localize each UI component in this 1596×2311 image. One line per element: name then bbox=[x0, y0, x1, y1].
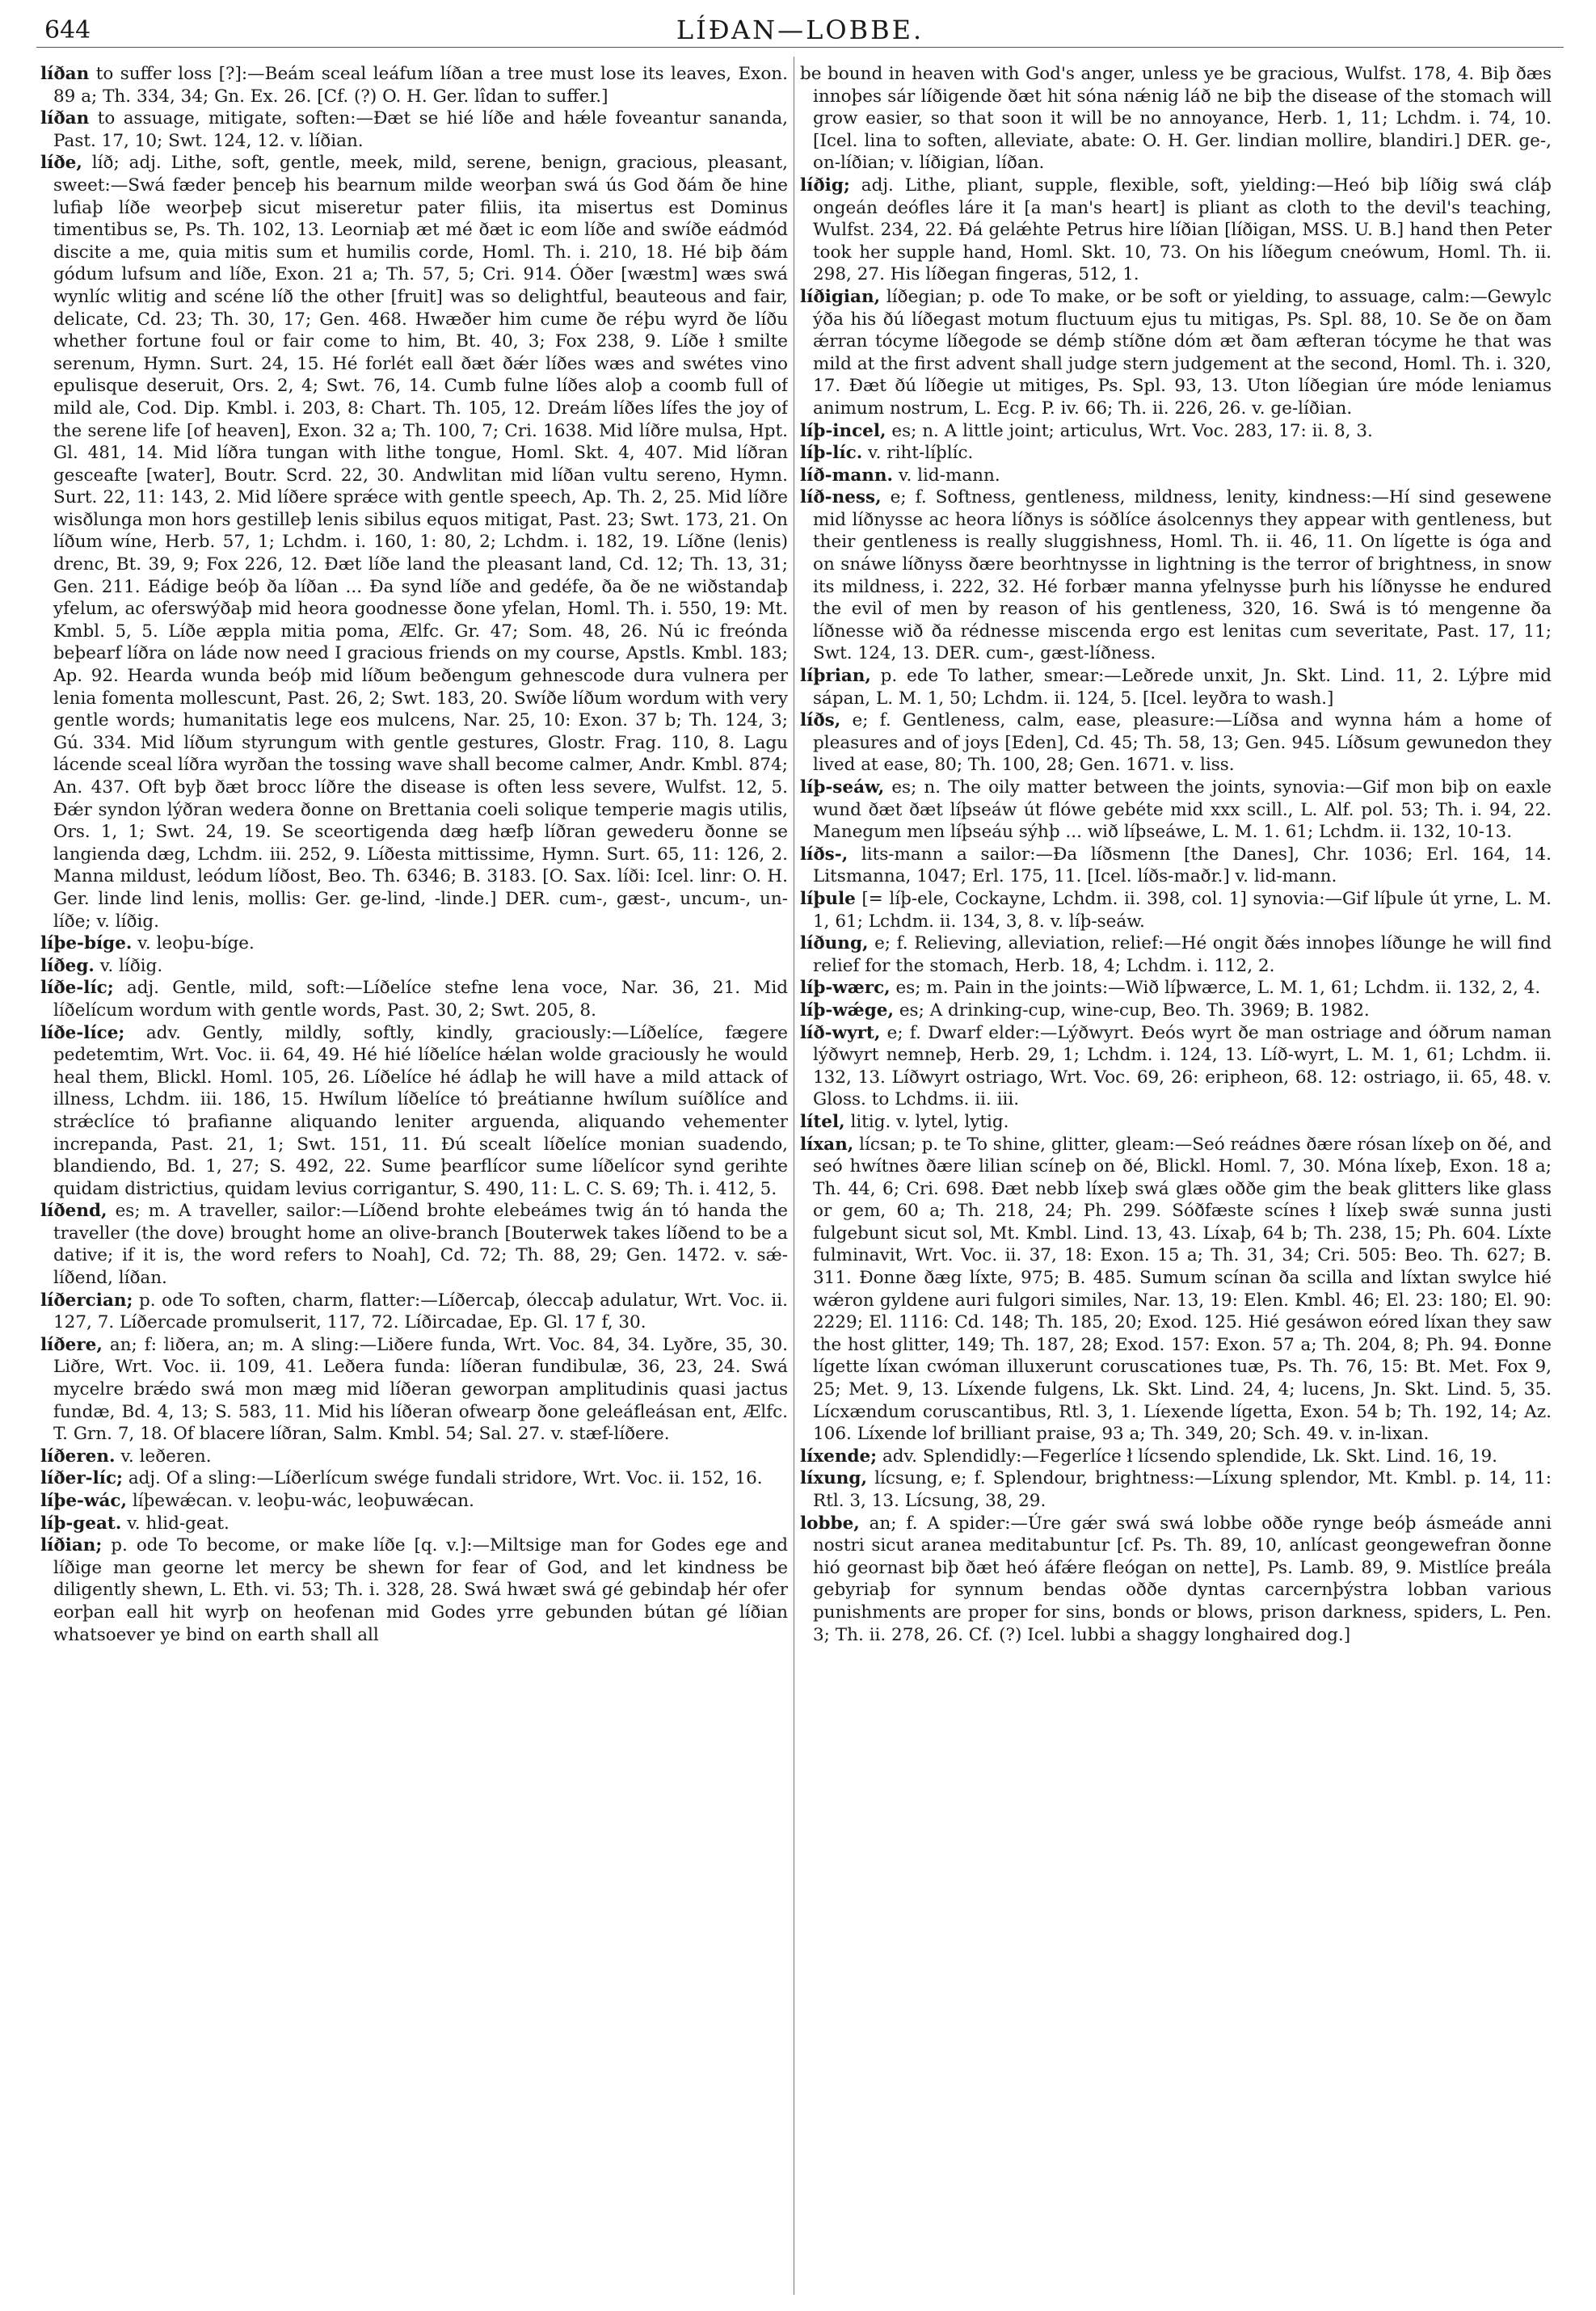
entry-definition: p. ede To lather, smear:—Leðrede unxit, Jn. Skt. Lind. 11, 2. Lýþre mid sápan, L. M. 1, 50; Lchdm. ii. 124, 5. [Icel. leyðra to wash.] bbox=[813, 666, 1552, 709]
entry-definition: adj. Of a sling:—Líðerlícum swége fundali stridore, Wrt. Voc. ii. 152, 16. bbox=[128, 1468, 763, 1489]
dictionary-entry bbox=[800, 465, 1552, 487]
entry-headword: líðe-líce; bbox=[40, 1022, 125, 1043]
entry-headword: líðig; bbox=[800, 175, 850, 196]
entry-definition: líð; adj. Lithe, soft, gentle, meek, mild, serene, benign, gracious, pleasant, sweet:—Swá fæder þenceþ his bearnum milde weorþan swá ús God ðám ðe hine lufiaþ líðe weorþeþ sicut miseretur pater filiis, ita misertus est Dominus timentibus se, Ps. Th. 102, 13. Leorniaþ æt mé ðæt ic eom líðe and swíðe eádmód discite a me, quia mitis sum et humilis corde, Homl. Th. i. 210, 18. Hé biþ ðám gódum lufsum and líðe, Exon. 21 a; Th. 57, 5; Cri. 914. Óðer [wæstm] wæs swá wynlíc wlitig and scéne líð the other [fruit] was so delightful, beauteous and fair, delicate, Cd. 23; Th. 30, 17; Gen. 468. Hwæðer him cume ðe réþu wyrd ðe líðu whether fortune foul or fair come to him, Bt. 40, 3; Fox 238, 9. Líðe ł smilte serenum, Hymn. Surt. 24, 15. Hé forlét eall ðæt ðǽr líðes wæs and swétes vino epulisque deseruit, Ors. 2, 4; Swt. 76, 14. Cumb fulne líðes aloþ a coomb full of mild ale, Cod. Dip. Kmbl. i. 203, 8: Chart. Th. 105, 12. Dreám líðes lífes the joy of the serene life [of heaven], Exon. 32 a; Th. 100, 7; Cri. 1638. Mid líðre mulsa, Hpt. Gl. 481, 14. Mid líðra tungan with lithe tongue, Homl. Skt. 4, 407. Mid líðran gesceafte [water], Boutr. Scrd. 22, 30. Andwlitan mid líðan vultu sereno, Hymn. Surt. 22, 11: 143, 2. Mid líðere sprǽce with gentle speech, Ap. Th. 2, 25. Mid líðre wisðlunga mon hors gestilleþ lenis sibilus equos mitigat, Past. 23; Swt. 173, 21. On líðum wíne, Herb. 57, 1; Lchdm. i. 160, 1: 80, 2; Lchdm. i. 182, 19. Líðne (lenis) drenc, Bt. 39, 9; Fox 226, 12. Ðæt líðe land the pleasant land, Cd. 12; Th. 13, 31; Gen. 211. Eádige beóþ ða líðan ... Ða synd líðe and gedéfe, ða ðe ne wiðstandaþ yfelum, ac oferswýðaþ mid heora goodnesse ðone yfelan, Homl. Th. i. 550, 19: Mt. Kmbl. 5, 5. Líðe æppla mitia poma, Ælfc. Gr. 47; Som. 48, 26. Nú ic freónda beþearf líðra on láde now need I gracious friends on my course, Apstls. Kmbl. 183; Ap. 92. Hearda wunda beóþ mid líðum beðengum gehnescode dura vulnera per lenia fomenta mollescunt, Past. 26, 2; Swt. 183, 20. Swíðe líðum wordum with very gentle words; humanitatis lege eos mulcens, Nar. 25, 10: Exon. 37 b; Th. 124, 3; Gú. 334. Mid líðum styrungum with gentle gestures, Glostr. Frag. 110, 8. Lagu lácende sceal líðra wyrðan the tossing wave shall become calmer, Andr. Kmbl. 874; An. 437. Oft byþ ðæt brocc líðre the disease is often less severe, Wulfst. 12, 5. Ðǽr syndon lýðran wedera ðonne on Brettania coeli solique temperie magis utilis, Ors. 1, 1; Swt. 24, 19. Se sceortigenda dæg hæfþ líðran gewederu ðonne se langienda dæg, Lchdm. iii. 252, 9. Líðesta mittissime, Hymn. Surt. 65, 11: 126, 2. Manna mildust, leódum líðost, Beo. Th. 6346; B. 3183. [O. Sax. líði: Icel. linr: O. H. Ger. linde lind lenis, mollis: Ger. ge-lind, -linde.] DER. cum-, gæst-, uncum-, un- líðe; v. líðig. bbox=[53, 153, 788, 932]
entry-definition: v. leoþu-bíge. bbox=[137, 933, 255, 954]
entry-headword: líþrian, bbox=[800, 666, 871, 687]
entry-definition: v. líðig. bbox=[99, 955, 163, 976]
entry-definition: to assuage, mitigate, soften:—Ðæt se hié líðe and hǽle foveantur sananda, Past. 17, 10; Swt. 124, 12. v. líðian. bbox=[53, 108, 788, 151]
entry-definition: adj. Gentle, mild, soft:—Líðelíce stefne lena voce, Nar. 36, 21. Mid líðelícum wordum with gentle words, Past. 30, 2; Swt. 205, 8. bbox=[53, 978, 788, 1021]
entry-headword: líðe-líc; bbox=[40, 978, 114, 999]
dictionary-entry bbox=[40, 63, 788, 107]
dictionary-entry bbox=[800, 486, 1552, 665]
entry-definition: v. lid-mann. bbox=[898, 465, 1000, 486]
dictionary-entry bbox=[40, 1534, 788, 1646]
entry-definition: lícsung, e; f. Splendour, brightness:—Líxung splendor, Mt. Kmbl. p. 14, 11: Rtl. 3, 13. Lícsung, 38, 29. bbox=[813, 1468, 1552, 1511]
entry-definition: be bound in heaven with God's anger, unless ye be gracious, Wulfst. 178, 4. Biþ ðæs innoþes sár líðigende ðæt hit sóna nǽnig láð ne biþ the disease of the stomach will grow easier, so that soon it will be no annoyance, Herb. 1, 11; Lchdm. i. 74, 10. [Icel. lina to soften, alleviate, abate: O. H. Ger. lindian mollire, blandiri.] DER. ge-, on-líðian; v. líðigian, líðan. bbox=[800, 64, 1552, 174]
entry-headword: líðer-líc; bbox=[40, 1468, 123, 1489]
dictionary-entry bbox=[40, 1446, 788, 1468]
entry-headword: líðs-, bbox=[800, 844, 849, 865]
entry-definition: líþewǽcan. v. leoþu-wác, leoþuwǽcan. bbox=[132, 1491, 474, 1511]
entry-headword: líþ-líc. bbox=[800, 443, 863, 464]
dictionary-entry bbox=[800, 1513, 1552, 1647]
dictionary-entry bbox=[800, 709, 1552, 777]
dictionary-entry bbox=[800, 175, 1552, 286]
entry-definition: es; n. The oily matter between the joints, synovia:—Gif mon biþ on eaxle wund ðæt ðæt líþseáw út flówe gebéte mid xxx scill., L. Alf. pol. 53; Th. i. 94, 22. Manegum men líþseáu sýhþ ... wið líþseáwe, L. M. 1. 61; Lchdm. ii. 132, 10-13. bbox=[813, 777, 1552, 843]
entry-headword: líþ-wǽge, bbox=[800, 1000, 894, 1021]
left-column bbox=[40, 63, 788, 2293]
entry-definition: v. riht-líþlíc. bbox=[868, 443, 974, 464]
dictionary-entry bbox=[800, 1111, 1552, 1134]
entry-headword: líðercian; bbox=[40, 1290, 133, 1311]
entry-definition: v. leðeren. bbox=[120, 1446, 212, 1467]
entry-headword: líxung, bbox=[800, 1468, 867, 1489]
dictionary-entry bbox=[800, 1446, 1552, 1468]
dictionary-entry bbox=[800, 1134, 1552, 1446]
entry-headword: líðian; bbox=[40, 1535, 103, 1556]
dictionary-entry bbox=[40, 955, 788, 978]
dictionary-entry bbox=[40, 1513, 788, 1535]
entry-definition: lits-mann a sailor:—Ða líðsmenn [the Danes], Chr. 1036; Erl. 164, 14. Litsmanna, 1047; Erl. 175, 11. [Icel. líðs-maðr.] v. lid-mann. bbox=[813, 844, 1552, 887]
entry-headword: líðan bbox=[40, 108, 90, 129]
entry-definition: [= líþ-ele, Cockayne, Lchdm. ii. 398, col. 1] synovia:—Gif líþule út yrne, L. M. 1, 61; Lchdm. ii. 134, 3, 8. v. líþ-seáw. bbox=[813, 888, 1552, 932]
dictionary-entry bbox=[40, 977, 788, 1021]
entry-definition: e; f. Gentleness, calm, ease, pleasure:—Líðsa and wynna hám a home of pleasures and of joys [Eden], Cd. 45; Th. 58, 13; Gen. 945. Líðsum gewunedon they lived at ease, 80; Th. 100, 28; Gen. 1671. v. liss. bbox=[813, 710, 1552, 776]
dictionary-entry bbox=[800, 932, 1552, 977]
entry-definition: an; f: liðera, an; m. A sling:—Liðere funda, Wrt. Voc. 84, 34. Lyðre, 35, 30. Liðre, Wrt. Voc. ii. 109, 41. Leðera funda: líðeran fundibulæ, 36, 23, 24. Swá mycelre brǽdo swá mon mæg mid líðeran geworpan amplitudinis quasi jactus fundæ, Bd. 4, 13; S. 583, 11. Mid his líðeran ofwearp ðone geleáfleásan ent, Ælfc. T. Grn. 7, 18. Of blacere líðran, Salm. Kmbl. 54; Sal. 27. v. stæf-líðere. bbox=[53, 1334, 788, 1445]
entry-definition: litig. v. lytel, lytig. bbox=[850, 1111, 1009, 1132]
dictionary-entry bbox=[800, 63, 1552, 175]
entry-headword: líþe-bíge. bbox=[40, 933, 133, 954]
entry-headword: líðan bbox=[40, 64, 90, 84]
entry-headword: líðend, bbox=[40, 1201, 107, 1222]
dictionary-entry bbox=[800, 977, 1552, 1000]
dictionary-entry bbox=[800, 888, 1552, 932]
page-number: 644 bbox=[44, 16, 91, 44]
entry-headword: líþ-incel, bbox=[800, 420, 886, 441]
dictionary-entry bbox=[800, 420, 1552, 443]
entry-definition: es; m. A traveller, sailor:—Líðend brohte elebeámes twig án tó handa the traveller (the dove) brought home an olive-branch [Bouterwek takes líðend to be a dative; if it is, the word refers to Noah], Cd. 72; Th. 88, 29; Gen. 1472. v. sǽ-líðend, líðan. bbox=[53, 1201, 788, 1289]
dictionary-entry bbox=[40, 932, 788, 955]
dictionary-entry bbox=[800, 286, 1552, 420]
entry-definition: e; f. Softness, gentleness, mildness, lenity, kindness:—Hí sind gesewene mid líðnysse ac heora líðnys is sóðlíce ásolcennys they appear with gentleness, but their gentleness is really sluggishness, Homl. Th. ii. 46, 11. On lígette is óga and on snáwe líðnyss ðære beorhtnysse in lightning is the terror of brightness, in snow its mildness, i. 222, 32. Hé forbær manna yfelnysse þurh his líðnysse he endured the evil of men by reason of his gentleness, 320, 16. Swá is tó mengenne ða líðnesse wið ða rédnesse miscenda ergo est lenitas cum severitate, Past. 17, 11; Swt. 124, 13. DER. cum-, gæst-líðness. bbox=[813, 487, 1552, 664]
entry-headword: líðung, bbox=[800, 933, 869, 954]
dictionary-entry bbox=[40, 1334, 788, 1446]
entry-definition: v. hlid-geat. bbox=[127, 1513, 230, 1534]
entry-headword: líþ-wærc, bbox=[800, 978, 891, 999]
page-header bbox=[36, 11, 1564, 48]
dictionary-entry bbox=[800, 1022, 1552, 1111]
entry-headword: líðigian, bbox=[800, 286, 881, 307]
dictionary-entry bbox=[40, 1490, 788, 1513]
dictionary-entry bbox=[800, 1000, 1552, 1022]
entry-definition: e; f. Relieving, alleviation, relief:—Hé ongit ðǽs innoþes líðunge he will find relief for the stomach, Herb. 18, 4; Lchdm. i. 112, 2. bbox=[813, 933, 1552, 976]
entry-headword: líðeren. bbox=[40, 1446, 116, 1467]
entry-definition: adv. Gently, mildly, softly, kindly, graciously:—Líðelíce, fægere pedetemtim, Wrt. Voc. ii. 64, 49. Hé hié líðelíce hǽlan wolde graciously he would heal them, Blickl. Homl. 105, 26. Líðelíce hé ádlaþ he will have a mild attack of illness, Lchdm. iii. 186, 15. Hwílum líðelíce tó þreátianne hwílum suíðlíce and strǽclíce tó þrafianne aliquando leniter arguenda, aliquando vehementer increpanda, Past. 21, 1; Swt. 151, 11. Ðú scealt líðelíce monian suadendo, blandiendo, Bd. 1, 27; S. 492, 22. Sume þearflícor sume líðelícor synd gerihte quidam districtius, quidam levius corrigantur, S. 490, 11: L. C. S. 69; Th. i. 412, 5. bbox=[53, 1022, 788, 1199]
entry-headword: líð-mann. bbox=[800, 465, 894, 486]
entry-headword: lobbe, bbox=[800, 1513, 860, 1534]
entry-headword: lítel, bbox=[800, 1111, 845, 1132]
entry-definition: es; m. Pain in the joints:—Wið líþwærce, L. M. 1, 61; Lchdm. ii. 132, 2, 4. bbox=[895, 978, 1541, 999]
entry-definition: lícsan; p. te To shine, glitter, gleam:—Seó reádnes ðære rósan líxeþ on ðé, and seó hwítnes ðære lilian scíneþ on ðé, Blickl. Homl. 7, 30. Móna líxeþ, Exon. 18 a; Th. 44, 6; Cri. 698. Ðæt nebb líxeþ swá glæs oððe gim the beak glitters like glass or gem, 60 a; Th. 218, 24; Ph. 299. Sóðfæste scínes ł líxeþ swǽ sunna justi fulgebunt sicut sol, Mt. Kmbl. Lind. 13, 43. Líxaþ, 64 b; Th. 238, 15; Ph. 604. Líxte fulminavit, Wrt. Voc. ii. 37, 18: Exon. 15 a; Th. 31, 34; Cri. 505: Beo. Th. 627; B. 311. Ðonne ðæg líxte, 975; B. 485. Sumum scínan ða scilla and líxtan swylce hié wǽron gyldene auri fulgori similes, Nar. 13, 19: Elen. Kmbl. 46; El. 23: 180; El. 90: 2229; El. 1116: Cd. 148; Th. 185, 20; Exod. 125. Hié gesáwon eóred líxan they saw the host glitter, 149; Th. 187, 28; Exod. 157: Exon. 57 a; Th. 204, 8; Ph. 94. Ðonne lígette líxan cwóman illuxerunt coruscationes tuæ, Ps. Th. 76, 15: Bt. Met. Fox 9, 25; Met. 9, 13. Líxende fulgens, Lk. Skt. Lind. 24, 4; lucens, Jn. Skt. Lind. 5, 35. Lícxændum coruscantibus, Rtl. 3, 1. Líexende lígetta, Exon. 54 b; Th. 192, 14; Az. 106. Líxende lof brilliant praise, 93 a; Th. 349, 20; Sch. 49. v. in-lixan. bbox=[813, 1134, 1552, 1445]
entry-definition: p. ode To soften, charm, flatter:—Líðercaþ, óleccaþ adulatur, Wrt. Voc. ii. 127, 7. Líðercade promulserit, 117, 72. Líðircadae, Ep. Gl. 17 f, 30. bbox=[53, 1290, 788, 1333]
entry-definition: adv. Splendidly:—Fegerlíce ł lícsendo splendide, Lk. Skt. Lind. 16, 19. bbox=[882, 1446, 1497, 1467]
entry-headword: líðe, bbox=[40, 153, 82, 174]
entry-headword: líðs, bbox=[800, 710, 841, 731]
entry-definition: to suffer loss [?]:—Beám sceal leáfum líðan a tree must lose its leaves, Exon. 89 a; Th. 334, 34; Gn. Ex. 26. [Cf. (?) O. H. Ger. lîdan to suffer.] bbox=[53, 64, 788, 107]
dictionary-entry bbox=[40, 1200, 788, 1289]
entry-headword: líþe-wác, bbox=[40, 1491, 127, 1511]
entry-headword: líð-wyrt, bbox=[800, 1022, 881, 1043]
entry-headword: líxan, bbox=[800, 1134, 854, 1155]
dictionary-entry bbox=[800, 777, 1552, 844]
entry-definition: líðegian; p. ode To make, or be soft or yielding, to assuage, calm:—Gewylc ýða his ðú líðegast motum fluctuum ejus tu mitigas, Ps. Spl. 88, 10. Se ðe on ðam ǽrran tócyme líðegode se démþ stíðne dóm æt ðam æfteran tócyme he that was mild at the first advent shall judge stern judgement at the second, Homl. Th. i. 320, 17. Ðæt ðú líðegie ut mitiges, Ps. Spl. 93, 13. Uton líðegian úre móde leniamus animum nostrum, L. Ecg. P. iv. 66; Th. ii. 226, 26. v. ge-líðian. bbox=[813, 286, 1552, 419]
dictionary-entry bbox=[40, 107, 788, 152]
dictionary-entry bbox=[800, 844, 1552, 888]
dictionary-entry bbox=[40, 152, 788, 932]
dictionary-entry bbox=[40, 1290, 788, 1334]
running-title: LÍÐAN—LOBBE. bbox=[676, 15, 924, 45]
entry-headword: líþule bbox=[800, 888, 856, 909]
entry-headword: líþ-seáw, bbox=[800, 777, 885, 798]
entry-headword: líð-ness, bbox=[800, 487, 882, 508]
entry-definition: es; n. A little joint; articulus, Wrt. Voc. 283, 17: ii. 8, 3. bbox=[891, 420, 1373, 441]
right-column bbox=[800, 63, 1552, 2293]
entry-headword: líþ-geat. bbox=[40, 1513, 122, 1534]
dictionary-entry bbox=[800, 665, 1552, 709]
entry-headword: líðere, bbox=[40, 1334, 103, 1355]
dictionary-entry bbox=[40, 1022, 788, 1201]
dictionary-entry bbox=[40, 1467, 788, 1490]
entry-headword: líxende; bbox=[800, 1446, 878, 1467]
dictionary-entry bbox=[800, 1467, 1552, 1512]
dictionary-entry bbox=[800, 442, 1552, 465]
entry-definition: adj. Lithe, pliant, supple, flexible, soft, yielding:—Heó biþ líðig swá cláþ ongeán deófles láre it [a man's heart] is pliant as cloth to the devil's teaching, Wulfst. 234, 22. Ðá gelǽhte Petrus hire líðian [líðigan, MSS. U. B.] hand then Peter took her supple hand, Homl. Skt. 10, 73. On his líðegum cneówum, Homl. Th. ii. 298, 27. His líðegan fingeras, 512, 1. bbox=[813, 175, 1552, 285]
entry-headword: líðeg. bbox=[40, 955, 95, 976]
entry-definition: e; f. Dwarf elder:—Lýðwyrt. Ðeós wyrt ðe man ostriage and óðrum naman lýðwyrt nemneþ, Herb. 29, 1; Lchdm. i. 124, 13. Líð-wyrt, L. M. 1, 61; Lchdm. ii. 132, 13. Líðwyrt ostriago, Wrt. Voc. 69, 26: eripheon, 68. 12: ostriago, ii. 65, 48. v. Gloss. to Lchdms. ii. iii. bbox=[813, 1022, 1552, 1110]
entry-definition: es; A drinking-cup, wine-cup, Beo. Th. 3969; B. 1982. bbox=[899, 1000, 1370, 1021]
entry-definition: p. ode To become, or make líðe [q. v.]:—Miltsige man for Godes ege and líðige man georne let mercy be shewn for fear of God, and let kindness be diligently shewn, L. Eth. vi. 53; Th. i. 328, 28. Swá hwæt swá gé gebindaþ hér ofer eorþan eall hit wyrþ on heofenan mid Godes yrre gebunden bútan gé líðian whatsoever ye bind on earth shall all bbox=[53, 1535, 788, 1645]
entry-definition: an; f. A spider:—Úre gǽr swá swá lobbe oððe rynge beóþ ásmeáde anni nostri sicut aranea meditabuntur [cf. Ps. Th. 89, 10, anlícast geongewefran ðonne hió geornast biþ ðæt heó áfǽre fleógan on nette], Ps. Lamb. 89, 9. Mistlíce þreála gebyriaþ for synnum bendas oððe dyntas carcernþýstra lobban various punishments are proper for sins, bonds or blows, prison darkness, spiders, L. Pen. 3; Th. ii. 278, 26. Cf. (?) Icel. lubbi a shaggy longhaired dog.] bbox=[813, 1513, 1552, 1645]
